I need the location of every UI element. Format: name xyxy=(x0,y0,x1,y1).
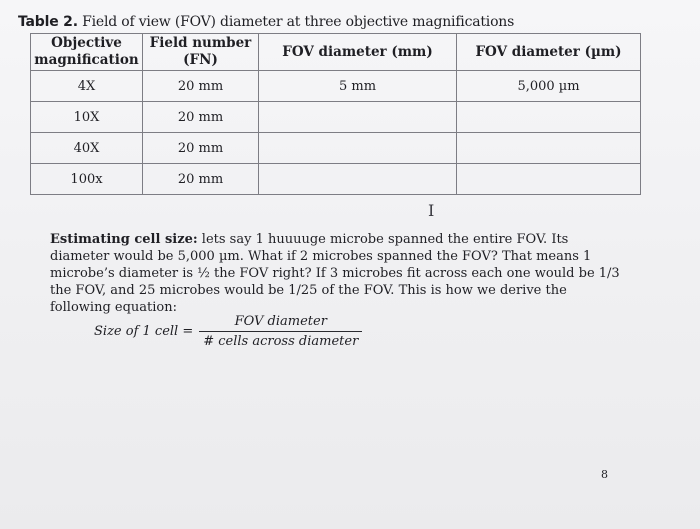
table-caption-label: Table 2. xyxy=(18,14,78,30)
cell-fov-um xyxy=(457,102,641,133)
estimating-cell-size-paragraph xyxy=(50,231,620,316)
paragraph-body: lets say 1 huuuuge microbe spanned the entire FOV. Its diameter would be 5,000 µm. What if 2 microbes spanned the FOV? That means 1 microbe’s diameter is ½ the FOV right? If 3 microbes fit across each one would be 1/3 the FOV, and 25 microbes would be 1/25 of the FOV. This is how we derive the following equation: xyxy=(50,232,620,315)
page-number: 8 xyxy=(601,468,608,481)
cell-fov-mm xyxy=(259,133,457,164)
table-caption xyxy=(18,14,514,30)
cell-field-number: 20 mm xyxy=(143,133,259,164)
equation-numerator: FOV diameter xyxy=(234,314,327,329)
cell-fov-um xyxy=(457,133,641,164)
table-row xyxy=(31,71,641,102)
cell-size-equation xyxy=(94,314,362,349)
cell-magnification: 100x xyxy=(31,164,143,195)
equation-lhs: Size of 1 cell = xyxy=(94,324,194,339)
header-fov-diameter-mm: FOV diameter (mm) xyxy=(259,34,457,71)
equation-fraction xyxy=(199,314,362,349)
header-objective-magnification: Objective magnification xyxy=(31,34,143,71)
table-row xyxy=(31,164,641,195)
cell-fov-um: 5,000 µm xyxy=(457,71,641,102)
cell-fov-mm xyxy=(259,164,457,195)
table-caption-text: Field of view (FOV) diameter at three objective magnifications xyxy=(77,14,515,30)
cell-fov-um xyxy=(457,164,641,195)
cell-magnification: 40X xyxy=(31,133,143,164)
table-header-row xyxy=(31,34,641,71)
text-cursor-icon: I xyxy=(428,201,435,220)
cell-magnification: 10X xyxy=(31,102,143,133)
cell-field-number: 20 mm xyxy=(143,102,259,133)
cell-field-number: 20 mm xyxy=(143,71,259,102)
table-row xyxy=(31,133,641,164)
cell-fov-mm xyxy=(259,102,457,133)
equation-denominator: # cells across diameter xyxy=(199,331,362,349)
cell-fov-mm: 5 mm xyxy=(259,71,457,102)
table-row xyxy=(31,102,641,133)
paragraph-heading: Estimating cell size: xyxy=(50,232,198,247)
fov-table xyxy=(30,33,641,195)
cell-field-number: 20 mm xyxy=(143,164,259,195)
cell-magnification: 4X xyxy=(31,71,143,102)
header-fov-diameter-um: FOV diameter (µm) xyxy=(457,34,641,71)
header-field-number: Field number (FN) xyxy=(143,34,259,71)
